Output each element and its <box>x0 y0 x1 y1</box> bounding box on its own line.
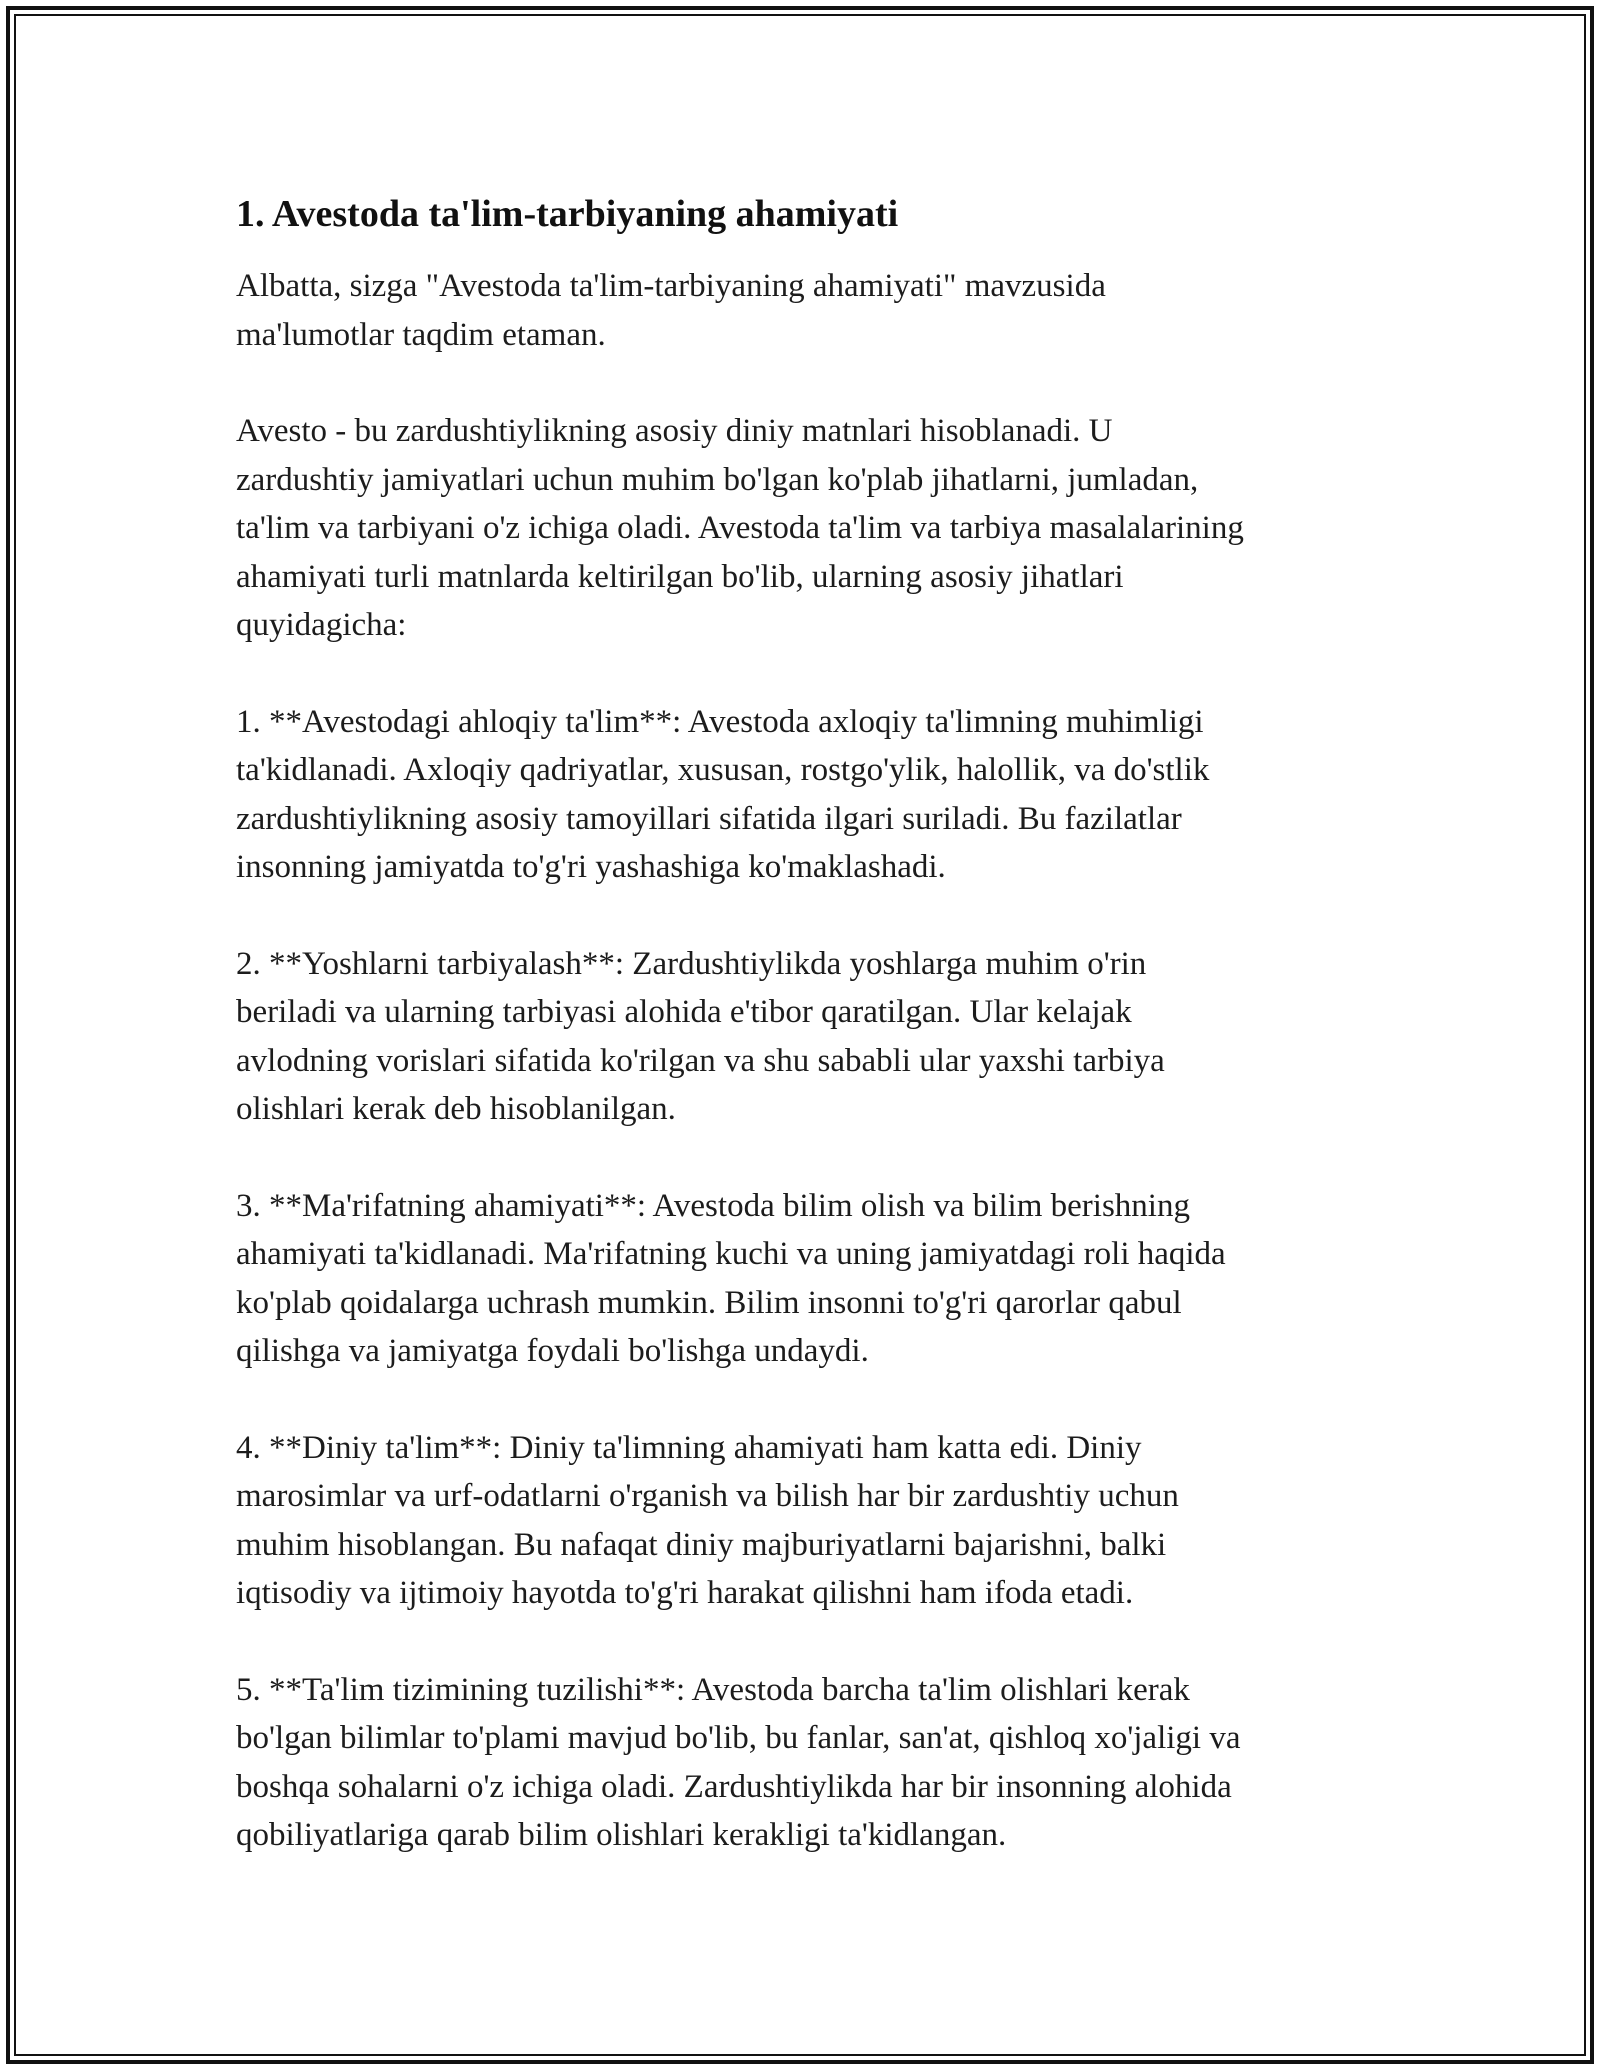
paragraph <box>236 262 1386 359</box>
paragraph <box>236 407 1386 650</box>
paragraph-line: Avesto - bu zardushtiylikning asosiy diniy matnlari hisoblanadi. U <box>236 413 1113 449</box>
paragraph-line: boshqa sohalarni o'z ichiga oladi. Zardushtiylikda har bir insonning alohida <box>236 1768 1232 1805</box>
paragraph-line: beriladi va ularning tarbiyasi alohida e'tibor qaratilgan. Ular kelajak <box>236 994 1132 1030</box>
paragraph-line: 3. **Ma'rifatning ahamiyati**: Avestoda bilim olish va bilim berishning <box>236 1187 1190 1224</box>
paragraph-line: ahamiyati ta'kidlanadi. Ma'rifatning kuchi va uning jamiyatdagi roli haqida <box>236 1236 1226 1272</box>
paragraph-line: ko'plab qoidalarga uchrash mumkin. Bilim insonni to'g'ri qarorlar qabul <box>236 1284 1182 1321</box>
paragraph-line: ahamiyati turli matnlarda keltirilgan bo'lib, ularning asosiy jihatlari <box>236 558 1124 595</box>
paragraph-line: zardushtiy jamiyatlari uchun muhim bo'lgan ko'plab jihatlarni, jumladan, <box>236 461 1199 498</box>
paragraph-line: bo'lgan bilimlar to'plami mavjud bo'lib, bu fanlar, san'at, qishloq xo'jaligi va <box>236 1720 1241 1756</box>
document-body <box>236 188 1386 1908</box>
paragraph-line: 1. **Avestodagi ahloqiy ta'lim**: Avestoda axloqiy ta'limning muhimligi <box>236 703 1204 740</box>
paragraph-line: Albatta, sizga "Avestoda ta'lim-tarbiyaning ahamiyati" mavzusida <box>236 268 1106 304</box>
paragraph-line: zardushtiylikning asosiy tamoyillari sifatida ilgari suriladi. Bu fazilatlar <box>236 800 1182 837</box>
paragraph-line: marosimlar va urf-odatlarni o'rganish va bilish har bir zardushtiy uchun <box>236 1478 1179 1514</box>
paragraph-line: qobiliyatlariga qarab bilim olishlari kerakligi ta'kidlangan. <box>236 1817 1007 1853</box>
paragraph-line: avlodning vorislari sifatida ko'rilgan va shu sababli ular yaxshi tarbiya <box>236 1042 1165 1079</box>
paragraph-list <box>236 262 1386 1860</box>
paragraph-line: ta'kidlanadi. Axloqiy qadriyatlar, xususan, rostgo'ylik, halollik, va do'stlik <box>236 752 1210 788</box>
paragraph-line: insonning jamiyatda to'g'ri yashashiga ko'maklashadi. <box>236 849 946 885</box>
paragraph-line: iqtisodiy va ijtimoiy hayotda to'g'ri harakat qilishni ham ifoda etadi. <box>236 1575 1134 1611</box>
paragraph-line: ma'lumotlar taqdim etaman. <box>236 316 606 353</box>
document-title: 1. Avestoda ta'lim-tarbiyaning ahamiyati <box>236 193 899 235</box>
paragraph-line: quyidagicha: <box>236 607 407 643</box>
paragraph <box>236 1424 1386 1618</box>
paragraph-line: 5. **Ta'lim tizimining tuzilishi**: Avestoda barcha ta'lim olishlari kerak <box>236 1671 1190 1708</box>
paragraph <box>236 1666 1386 1860</box>
paragraph-line: 2. **Yoshlarni tarbiyalash**: Zardushtiylikda yoshlarga muhim o'rin <box>236 945 1147 982</box>
paragraph-line: olishlari kerak deb hisoblanilgan. <box>236 1091 676 1127</box>
paragraph-line: qilishga va jamiyatga foydali bo'lishga undaydi. <box>236 1333 869 1369</box>
paragraph-line: muhim hisoblangan. Bu nafaqat diniy majburiyatlarni bajarishni, balki <box>236 1526 1167 1563</box>
paragraph <box>236 698 1386 892</box>
paragraph-line: 4. **Diniy ta'lim**: Diniy ta'limning ahamiyati ham katta edi. Diniy <box>236 1429 1142 1466</box>
paragraph <box>236 1182 1386 1376</box>
paragraph <box>236 940 1386 1134</box>
paragraph-line: ta'lim va tarbiyani o'z ichiga oladi. Avestoda ta'lim va tarbiya masalalarining <box>236 510 1244 546</box>
